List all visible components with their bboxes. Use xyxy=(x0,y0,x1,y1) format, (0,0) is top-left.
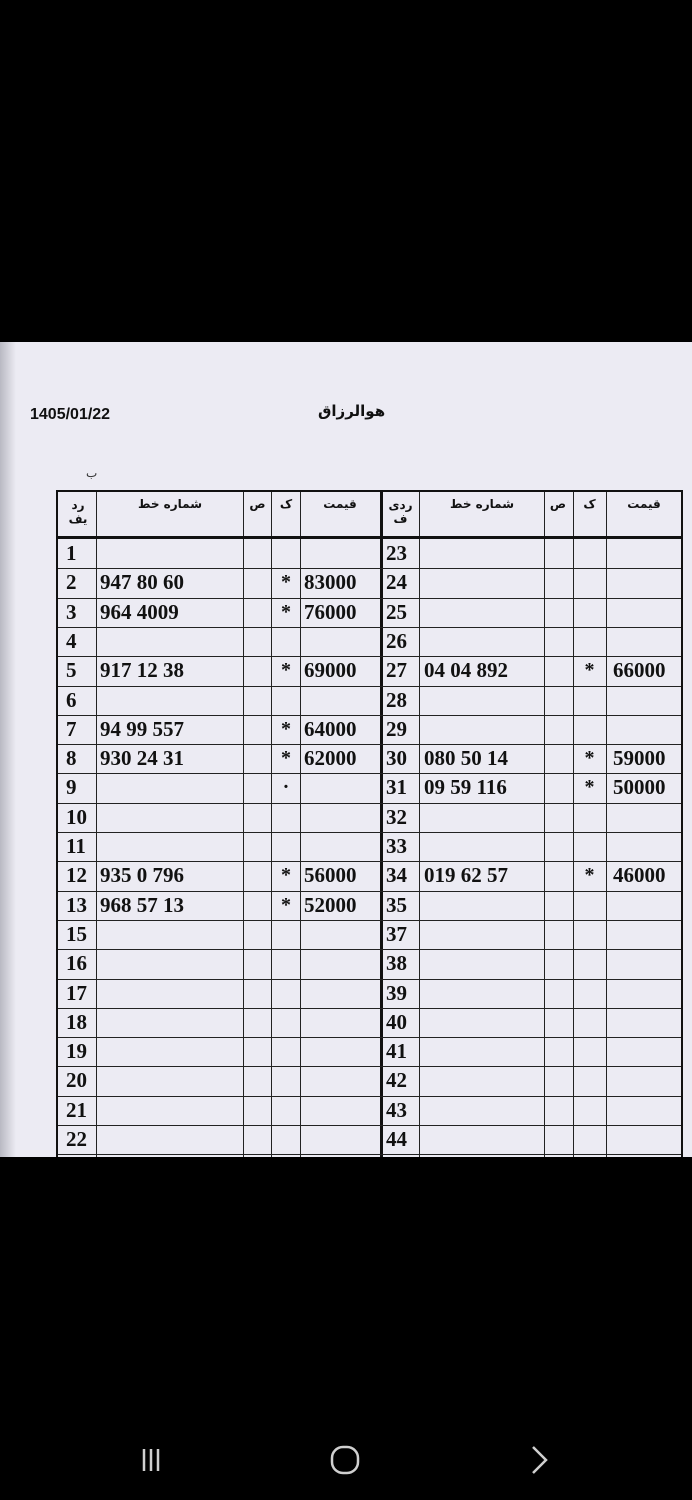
row-number-right: 34 xyxy=(386,863,407,888)
line-number: 917 12 38 xyxy=(100,658,184,683)
price-right xyxy=(613,949,683,977)
price-right: 66000 xyxy=(613,658,666,683)
row-number: 3 xyxy=(66,599,77,624)
line-number-right xyxy=(424,1008,544,1036)
header-price: قيمت xyxy=(323,497,357,511)
document-photo xyxy=(0,342,692,1157)
row-number-right: 39 xyxy=(386,980,407,1005)
price-right xyxy=(613,1125,683,1153)
line-number xyxy=(100,1096,242,1124)
header-row-no: رد يف xyxy=(68,498,88,526)
price-right xyxy=(613,920,683,948)
price xyxy=(304,979,380,1007)
row-number-right: 30 xyxy=(386,746,407,771)
kaf-mark xyxy=(272,979,300,1007)
kaf-mark-right xyxy=(574,598,605,626)
row-number-right: 40 xyxy=(386,1009,407,1034)
row-number-right: 37 xyxy=(386,921,407,946)
row-number-right: 31 xyxy=(386,775,407,800)
row-number-right: 33 xyxy=(386,834,407,858)
kaf-mark: * xyxy=(281,600,291,623)
price xyxy=(304,1096,380,1124)
price xyxy=(304,627,380,655)
line-number-right: 04 04 892 xyxy=(424,658,508,683)
price-right xyxy=(613,979,683,1007)
line-number xyxy=(100,1066,242,1094)
grid-vline xyxy=(300,492,301,1157)
kaf-mark xyxy=(272,920,300,948)
line-number xyxy=(100,1037,242,1065)
kaf-mark xyxy=(272,539,300,567)
line-number-right xyxy=(424,568,544,596)
line-number xyxy=(100,773,242,801)
line-number-right xyxy=(424,1125,544,1153)
price-table xyxy=(56,490,683,1157)
price xyxy=(304,1066,380,1094)
row-number: 6 xyxy=(66,687,77,712)
kaf-mark-right: * xyxy=(584,776,595,799)
row-number-right: 24 xyxy=(386,570,407,595)
line-number-right xyxy=(424,627,544,655)
line-number-right: 019 62 57 xyxy=(424,863,508,888)
price-right: 59000 xyxy=(613,746,666,771)
row-number: 18 xyxy=(66,1009,87,1034)
kaf-mark-right xyxy=(574,803,605,831)
line-number-right: 09 59 116 xyxy=(424,775,507,800)
kaf-mark-right: * xyxy=(584,864,595,887)
kaf-mark: * xyxy=(281,747,291,770)
line-number-right xyxy=(424,1037,544,1065)
price xyxy=(304,832,380,860)
row-number-right: 38 xyxy=(386,951,407,976)
row-number-right: 26 xyxy=(386,628,407,653)
price xyxy=(304,686,380,714)
price xyxy=(304,920,380,948)
line-number: 94 99 557 xyxy=(100,716,184,741)
line-number-right xyxy=(424,949,544,977)
price xyxy=(304,1125,380,1153)
stray-mark: ب xyxy=(86,466,98,480)
price-right xyxy=(613,686,683,714)
line-number: 968 57 13 xyxy=(100,892,184,917)
line-number-right xyxy=(424,1096,544,1124)
row-number: 17 xyxy=(66,980,87,1005)
kaf-mark: * xyxy=(281,864,291,887)
price-right xyxy=(613,627,683,655)
line-number-right xyxy=(424,832,544,860)
paper-edge-shadow xyxy=(0,342,16,1157)
row-number-right: 25 xyxy=(386,599,407,624)
line-number xyxy=(100,1008,242,1036)
row-number-right: 42 xyxy=(386,1068,407,1093)
row-number-right: 32 xyxy=(386,804,407,829)
line-number: 947 80 60 xyxy=(100,570,184,595)
price: 52000 xyxy=(304,892,357,917)
row-number: 22 xyxy=(66,1127,87,1151)
kaf-mark xyxy=(272,686,300,714)
home-icon xyxy=(325,1440,365,1480)
line-number xyxy=(100,539,242,567)
header-price-right: قيمت xyxy=(627,497,661,511)
row-number: 13 xyxy=(66,892,87,917)
kaf-mark xyxy=(272,832,300,860)
header-line-number-right: شماره خط xyxy=(449,497,515,511)
price: 69000 xyxy=(304,658,357,683)
header-sad: ص xyxy=(249,497,266,511)
kaf-mark-right xyxy=(574,715,605,743)
grid-vline xyxy=(606,492,607,1157)
back-icon xyxy=(518,1440,558,1480)
price-right xyxy=(613,1037,683,1065)
kaf-mark-right xyxy=(574,1066,605,1094)
kaf-mark: · xyxy=(282,776,290,799)
grid-vline xyxy=(419,492,420,1157)
kaf-mark xyxy=(272,1125,300,1153)
price-right xyxy=(613,539,683,567)
price xyxy=(304,773,380,801)
line-number xyxy=(100,1125,242,1153)
row-number: 4 xyxy=(66,628,77,653)
row-number-right: 29 xyxy=(386,716,407,741)
kaf-mark-right: * xyxy=(584,747,595,770)
price xyxy=(304,949,380,977)
kaf-mark xyxy=(272,803,300,831)
row-number-right: 23 xyxy=(386,541,407,565)
row-number: 20 xyxy=(66,1068,87,1093)
line-number xyxy=(100,979,242,1007)
line-number xyxy=(100,627,242,655)
kaf-mark-right xyxy=(574,920,605,948)
line-number xyxy=(100,949,242,977)
line-number xyxy=(100,920,242,948)
grid-vline xyxy=(380,492,383,1157)
price-right xyxy=(613,891,683,919)
price: 62000 xyxy=(304,746,357,771)
kaf-mark xyxy=(272,627,300,655)
header-line-number: شماره خط xyxy=(137,497,203,511)
header-row-no-right: ردی ف xyxy=(388,498,413,526)
row-number-right: 44 xyxy=(386,1127,407,1151)
row-number: 16 xyxy=(66,951,87,976)
line-number xyxy=(100,686,242,714)
price-right xyxy=(613,1008,683,1036)
row-number: 12 xyxy=(66,863,87,888)
header-sad-right: ص xyxy=(549,497,567,511)
line-number: 930 24 31 xyxy=(100,746,184,771)
row-number-right: 43 xyxy=(386,1097,407,1122)
kaf-mark-right xyxy=(574,832,605,860)
kaf-mark xyxy=(272,1096,300,1124)
grid-hline xyxy=(58,1154,681,1155)
back-button[interactable] xyxy=(498,1420,578,1500)
kaf-mark xyxy=(272,949,300,977)
price-right xyxy=(613,598,683,626)
row-number: 15 xyxy=(66,921,87,946)
android-navigation-bar xyxy=(0,1420,692,1500)
row-number: 9 xyxy=(66,775,77,800)
line-number-right xyxy=(424,920,544,948)
kaf-mark-right xyxy=(574,891,605,919)
grid-vline xyxy=(243,492,244,1157)
line-number: 935 0 796 xyxy=(100,863,184,888)
line-number xyxy=(100,803,242,831)
row-number: 11 xyxy=(66,834,86,858)
row-number: 21 xyxy=(66,1097,87,1122)
kaf-mark: * xyxy=(281,659,291,682)
line-number: 964 4009 xyxy=(100,599,179,624)
kaf-mark: * xyxy=(281,717,291,740)
price: 83000 xyxy=(304,570,357,595)
price: 64000 xyxy=(304,716,357,741)
row-number-right: 41 xyxy=(386,1039,407,1064)
row-number-right: 28 xyxy=(386,687,407,712)
kaf-mark-right xyxy=(574,949,605,977)
kaf-mark-right: * xyxy=(584,659,595,682)
price xyxy=(304,1008,380,1036)
line-number-right xyxy=(424,979,544,1007)
document-date: 1405/01/22 xyxy=(30,406,111,423)
home-button[interactable] xyxy=(305,1420,385,1500)
kaf-mark-right xyxy=(574,1008,605,1036)
document-heading: هوالرزاق xyxy=(318,402,386,420)
line-number-right xyxy=(424,715,544,743)
kaf-mark-right xyxy=(574,539,605,567)
row-number: 5 xyxy=(66,658,77,683)
price: 56000 xyxy=(304,863,357,888)
price xyxy=(304,539,380,567)
grid-vline xyxy=(96,492,97,1157)
header-kaf-right: ک xyxy=(583,497,596,511)
line-number-right xyxy=(424,803,544,831)
row-number-right: 27 xyxy=(386,658,407,683)
line-number-right xyxy=(424,539,544,567)
price-right xyxy=(613,832,683,860)
price-right: 46000 xyxy=(613,863,666,888)
price-right xyxy=(613,1066,683,1094)
price-right xyxy=(613,568,683,596)
kaf-mark: * xyxy=(281,893,291,916)
line-number-right xyxy=(424,1066,544,1094)
row-number-right: 35 xyxy=(386,892,407,917)
line-number-right xyxy=(424,686,544,714)
price-right xyxy=(613,715,683,743)
line-number-right: 080 50 14 xyxy=(424,746,508,771)
line-number-right xyxy=(424,891,544,919)
price xyxy=(304,1037,380,1065)
grid-vline xyxy=(544,492,545,1157)
kaf-mark xyxy=(272,1008,300,1036)
line-number xyxy=(100,832,242,860)
row-number: 19 xyxy=(66,1039,87,1064)
row-number: 1 xyxy=(66,541,77,565)
line-number-right xyxy=(424,598,544,626)
kaf-mark xyxy=(272,1037,300,1065)
row-number: 8 xyxy=(66,746,77,771)
kaf-mark-right xyxy=(574,1125,605,1153)
price: 76000 xyxy=(304,599,357,624)
row-number: 10 xyxy=(66,804,87,829)
kaf-mark: * xyxy=(281,571,291,594)
recents-button[interactable] xyxy=(111,1420,191,1500)
price-right: 50000 xyxy=(613,775,666,800)
kaf-mark-right xyxy=(574,627,605,655)
price xyxy=(304,803,380,831)
kaf-mark xyxy=(272,1066,300,1094)
kaf-mark-right xyxy=(574,1037,605,1065)
kaf-mark-right xyxy=(574,1096,605,1124)
row-number: 2 xyxy=(66,570,77,595)
price-right xyxy=(613,803,683,831)
recent-apps-icon xyxy=(131,1440,171,1480)
price-right xyxy=(613,1096,683,1124)
kaf-mark-right xyxy=(574,568,605,596)
kaf-mark-right xyxy=(574,979,605,1007)
kaf-mark-right xyxy=(574,686,605,714)
header-kaf: ک xyxy=(279,497,293,511)
row-number: 7 xyxy=(66,716,77,741)
